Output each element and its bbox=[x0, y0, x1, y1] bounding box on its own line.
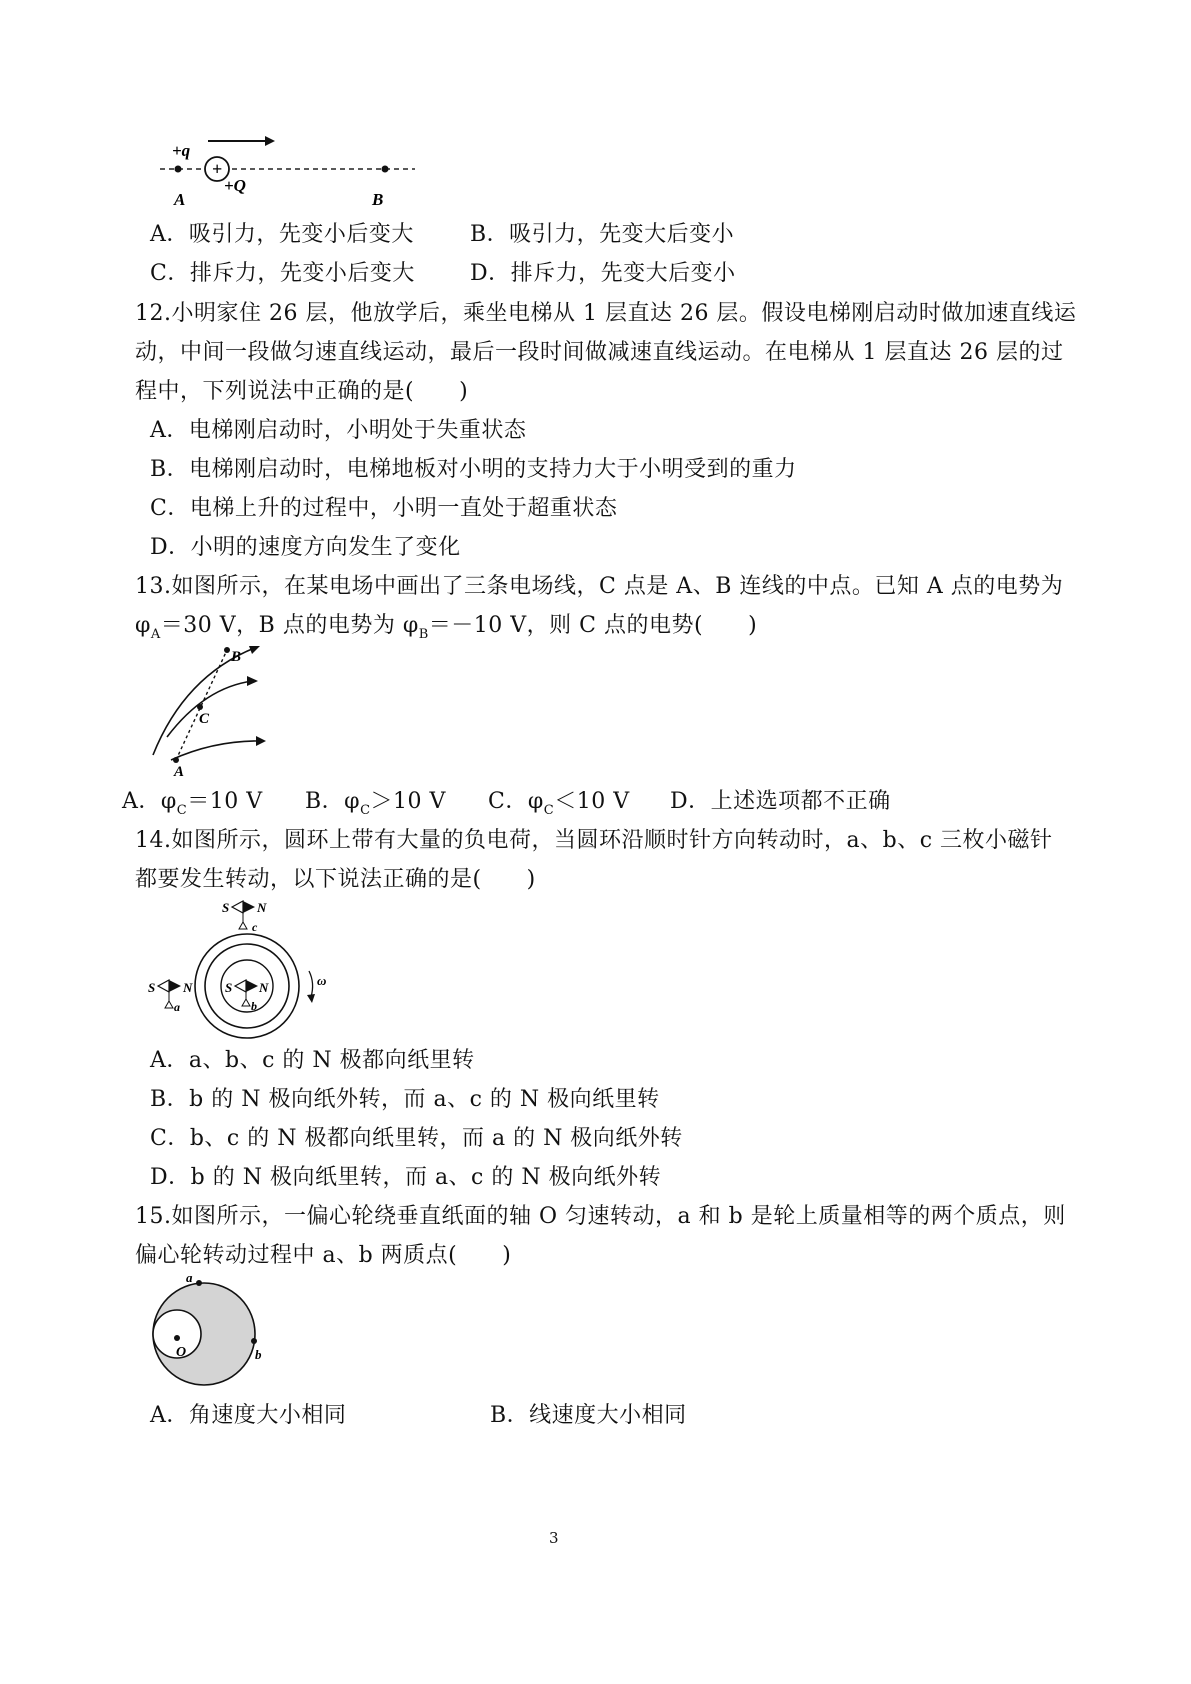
q11-label-B: B bbox=[372, 190, 384, 209]
q11-option-a: A．吸引力，先变小后变大 bbox=[150, 222, 414, 247]
q13-label-B: B bbox=[231, 649, 242, 665]
q11-label-Q: +Q bbox=[224, 176, 246, 195]
q14-option-a: A．a、b、c 的 N 极都向纸里转 bbox=[150, 1048, 475, 1073]
q14-b-S: S bbox=[225, 980, 233, 995]
q14-b-N: N bbox=[259, 980, 269, 995]
q11-charge-plus-sign: + bbox=[211, 159, 223, 179]
q14-c-N: N bbox=[257, 900, 267, 915]
q14-stem-line-2: 都要发生转动，以下说法正确的是( ) bbox=[135, 867, 536, 892]
q14-a-N: N bbox=[183, 980, 193, 995]
q14-label-a: a bbox=[174, 1000, 180, 1014]
q15-label-O: O bbox=[176, 1345, 187, 1360]
q11-option-d: D．排斥力，先变大后变小 bbox=[470, 261, 736, 286]
q14-label-c: c bbox=[252, 920, 258, 934]
q13-stem-line-2: $\varphi_A=30$ V，B 点的电势为 $\varphi_B=-10$ V，则 C 点的电势( ) bbox=[135, 613, 758, 642]
q14-option-c: C．b、c 的 N 极都向纸里转，而 a 的 N 极向纸外转 bbox=[150, 1126, 683, 1151]
q11-label-A: A bbox=[174, 190, 186, 209]
q13-label-A: A bbox=[174, 764, 185, 780]
q14-option-d: D．b 的 N 极向纸里转，而 a、c 的 N 极向纸外转 bbox=[150, 1165, 662, 1190]
q14-ring-figure bbox=[145, 895, 345, 1040]
q13-phi-b-sub: B bbox=[418, 627, 429, 642]
q15-label-b: b bbox=[255, 1347, 262, 1362]
q12-stem-line-2: 动，中间一段做匀速直线运动，最后一段时间做减速直线运动。在电梯从 1 层直达 26 层的过 bbox=[135, 340, 1064, 365]
q11-label-q: +q bbox=[172, 141, 191, 160]
q13-field-figure bbox=[145, 645, 285, 780]
q12-option-d: D．小明的速度方向发生了变化 bbox=[150, 535, 461, 560]
q12-option-c: C．电梯上升的过程中，小明一直处于超重状态 bbox=[150, 496, 618, 521]
q11-figure bbox=[150, 125, 450, 215]
q14-omega-label: ω bbox=[317, 973, 327, 988]
q15-stem-line-2: 偏心轮转动过程中 a、b 两质点( ) bbox=[135, 1243, 512, 1268]
q14-c-S: S bbox=[222, 900, 230, 915]
q13-phi-a-sub: A bbox=[150, 627, 161, 642]
q15-eccentric-wheel-figure bbox=[150, 1270, 280, 1400]
q15-option-b: B．线速度大小相同 bbox=[490, 1403, 687, 1428]
q14-label-b: b bbox=[251, 999, 257, 1013]
q13-option-b: B．$\varphi_C>10$ V bbox=[305, 789, 446, 818]
q11-option-c: C．排斥力，先变小后变大 bbox=[150, 261, 415, 286]
q14-option-b: B．b 的 N 极向纸外转，而 a、c 的 N 极向纸里转 bbox=[150, 1087, 660, 1112]
q13-stem-line-1: 13.如图所示，在某电场中画出了三条电场线，C 点是 A、B 连线的中点。已知 A 点的电势为 bbox=[135, 574, 1064, 599]
q12-stem-line-3: 程中，下列说法中正确的是( ) bbox=[135, 379, 469, 404]
q13-option-c: C．$\varphi_C<10$ V bbox=[488, 789, 630, 818]
q13-phi-b: φ bbox=[402, 613, 419, 638]
q14-stem-line-1: 14.如图所示，圆环上带有大量的负电荷，当圆环沿顺时针方向转动时，a、b、c 三枚小磁针 bbox=[135, 828, 1053, 853]
q11-option-b: B．吸引力，先变大后变小 bbox=[470, 222, 735, 247]
q13-phi-a: φ bbox=[135, 613, 151, 638]
q15-option-a: A．角速度大小相同 bbox=[150, 1403, 347, 1428]
page-number: 3 bbox=[549, 1529, 559, 1547]
q15-stem-line-1: 15.如图所示，一偏心轮绕垂直纸面的轴 O 匀速转动，a 和 b 是轮上质量相等的两个质点，则 bbox=[135, 1204, 1066, 1229]
q13-option-d: D．上述选项都不正确 bbox=[670, 789, 891, 814]
q12-stem-line-1: 12.小明家住 26 层，他放学后，乘坐电梯从 1 层直达 26 层。假设电梯刚启动时做加速直线运 bbox=[135, 301, 1077, 326]
q13-label-C: C bbox=[199, 711, 210, 727]
q14-a-S: S bbox=[148, 980, 156, 995]
q13-option-a: A．$\varphi_C=10$ V bbox=[122, 789, 263, 818]
q12-option-b: B．电梯刚启动时，电梯地板对小明的支持力大于小明受到的重力 bbox=[150, 457, 797, 482]
q15-label-a: a bbox=[186, 1270, 193, 1285]
q12-option-a: A．电梯刚启动时，小明处于失重状态 bbox=[150, 418, 527, 443]
